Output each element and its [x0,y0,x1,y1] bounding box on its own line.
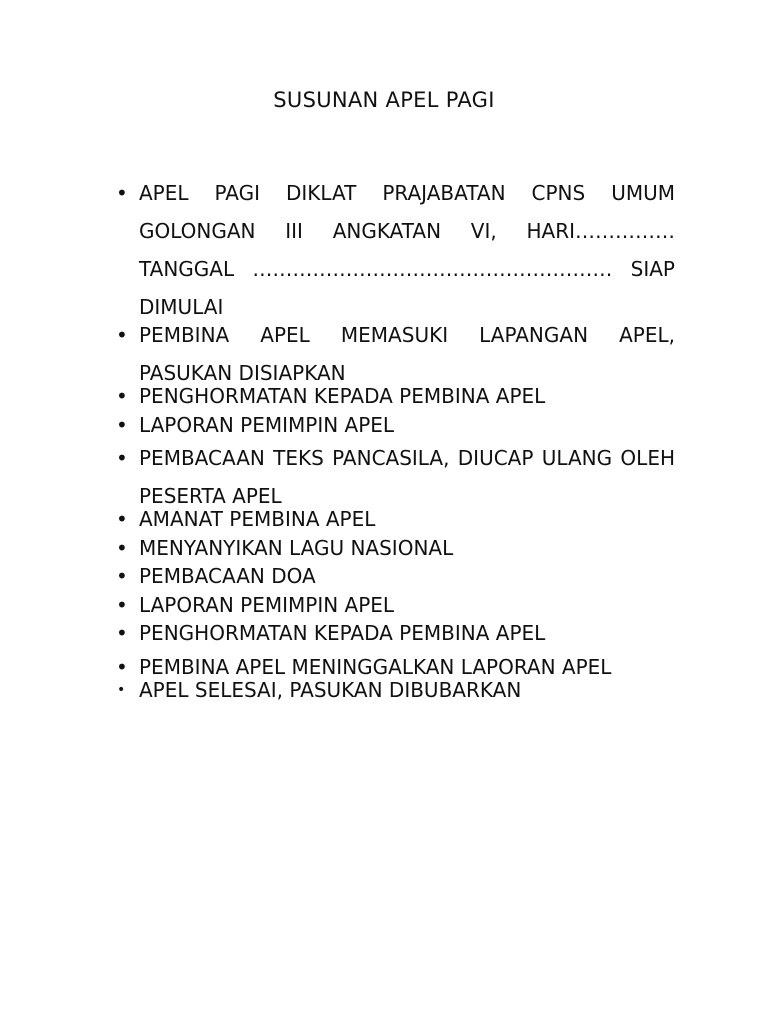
bullet-icon: • [117,681,126,698]
list-item [112,505,675,534]
bullet-icon: • [116,384,128,408]
bullet-icon: • [116,621,128,645]
list-item [112,534,675,563]
bullet-icon: • [116,412,128,437]
agenda-list [112,174,675,704]
list-item-text: MENYANYIKAN LAGU NASIONAL [139,535,454,560]
list-item-text: LAPORAN PEMIMPIN APEL [139,412,395,437]
list-item-text: APEL PAGI DIKLAT PRAJABATAN CPNS UMUM GOLONGAN III ANGKATAN VI, HARI…………… TANGGAL ……………………………………………… SIAP DIMULAI [139,181,675,319]
list-item [112,382,675,411]
list-item-text: PEMBINA APEL MEMASUKI LAPANGAN APEL, PASUKAN DISIAPKAN [139,323,675,385]
list-item [112,316,675,392]
list-item [112,174,675,326]
list-item-text: PEMBACAAN TEKS PANCASILA, DIUCAP ULANG OLEH PESERTA APEL [139,446,675,508]
list-item-text: PENGHORMATAN KEPADA PEMBINA APEL [139,621,546,645]
bullet-icon: • [116,564,128,588]
list-item [112,676,675,705]
list-item-text: PEMBINA APEL MENINGGALKAN LAPORAN APEL [139,654,612,679]
document-title: SUSUNAN APEL PAGI [273,88,495,112]
list-item-text: APEL SELESAI, PASUKAN DIBUBARKAN [139,677,522,702]
list-item-text: AMANAT PEMBINA APEL [139,507,376,531]
bullet-icon: • [116,535,128,560]
bullet-icon: • [116,507,128,531]
bullet-icon: • [116,323,128,347]
bullet-icon: • [116,181,128,205]
bullet-icon: • [116,592,128,617]
list-item-text: LAPORAN PEMIMPIN APEL [139,592,395,617]
list-item [112,591,675,620]
list-item [112,619,675,648]
list-item-text: PEMBACAAN DOA [139,564,316,588]
list-item [112,411,675,440]
bullet-icon: • [116,446,128,470]
list-item [112,439,675,515]
list-item-text: PENGHORMATAN KEPADA PEMBINA APEL [139,384,546,408]
list-item [112,562,675,591]
bullet-icon: • [116,654,128,679]
